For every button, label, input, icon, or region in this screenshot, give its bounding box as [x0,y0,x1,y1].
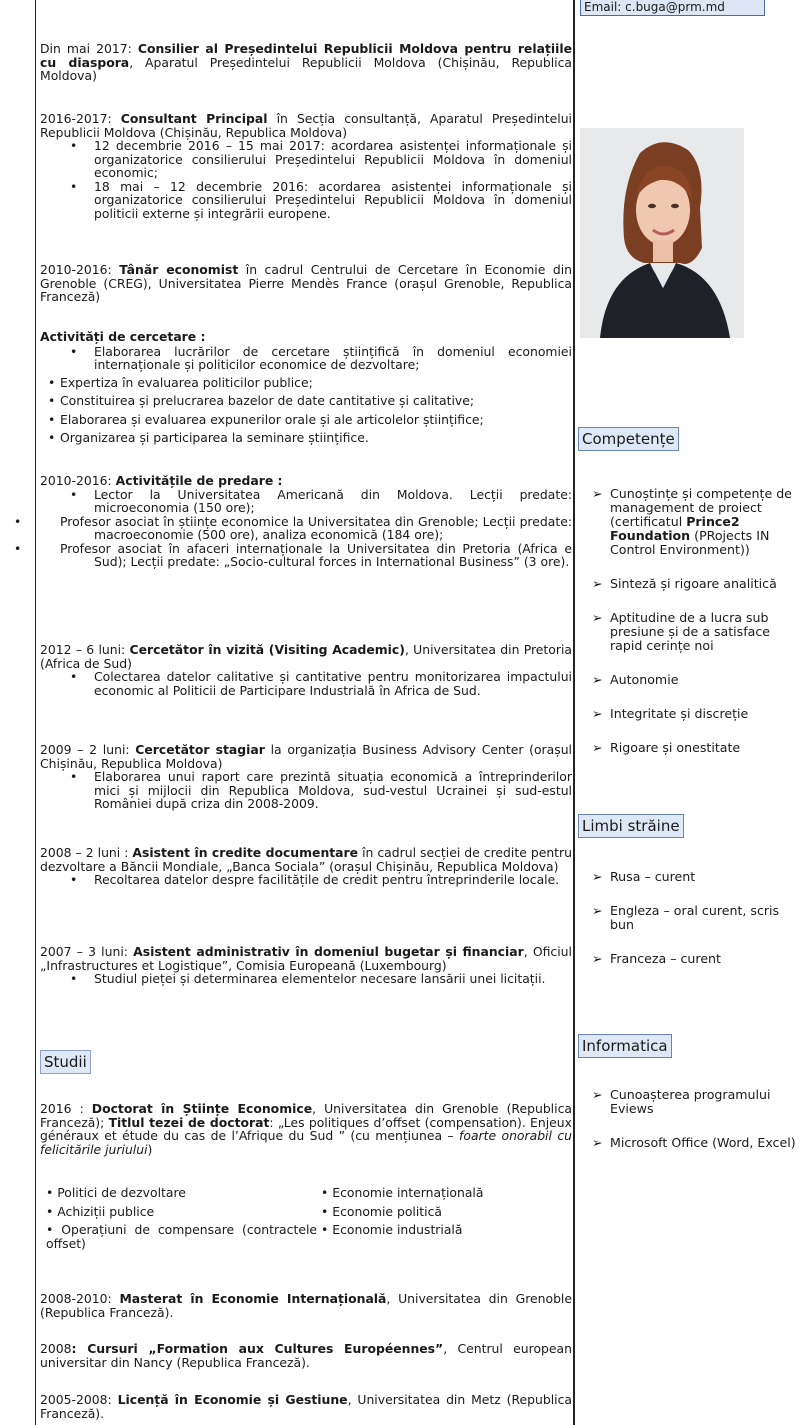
list-item: ➢ Engleza – oral curent, scris bun [592,903,780,932]
studii-item: 2008-2010: Masterat în Economie Internațională, Universitatea din Grenoble (Republica Franceză). [40,1291,572,1320]
sidebar-column [573,0,800,1425]
limbi-title: Limbi străine [578,814,684,838]
competente-title: Competențe [578,427,679,451]
main-column [35,0,575,1425]
topic-item: • Economie politică [321,1203,443,1219]
list-item: • 18 mai – 12 decembrie 2016: acordarea asistenței informaționale și organizatorice consilierului Președintelui Republicii Moldova în domeniul politicii externe și integrării europene. [40,180,572,221]
list-item: ➢ Aptitudine de a lucra sub presiune și de a satisface rapid cerințe noi [592,610,771,653]
exp-entry: 2016-2017: Consultant Principal în Secția consultanță, Aparatul Președintelui Republicii Moldova (Chișinău, Republica Moldova) • 12 decembrie 2016 – 15 mai 2017: acordarea asistenței informaționale și organizatorice consilierului Președintelui Republicii Moldova în domeniul economic; • 18 mai – 12 decembrie 2016: acordarea asistenței informaționale și organizatorice consilierului Președintelui Republicii Moldova în domeniul politicii externe și integrării europene. [40,112,572,220]
list-item: • Studiul pieței și determinarea elementelor necesare lansării unei licitații. [40,972,572,986]
arrow-icon: ➢ [592,1135,603,1150]
topic-item: • Economie internațională [321,1185,484,1200]
exp-entry: 2008 – 2 luni : Asistent în credite documentare în cadrul secției de credite pentru dezvoltare a Băncii Mondiale, „Banca Sociala” (orașul Chișinău, Republica Moldova) • Recoltarea datelor despre facilitățile de credit pentru întreprinderile locale. [40,846,572,887]
list-item: • Lector la Universitatea Americană din Moldova. Lecții predate: microeconomia (150 ore); [40,488,572,515]
list-item: ➢ Microsoft Office (Word, Excel) [592,1135,796,1150]
studii-section-title: Studii [40,1050,91,1074]
arrow-icon: ➢ [592,576,603,591]
exp-entry: 2012 – 6 luni: Cercetător în vizită (Visiting Academic), Universitatea din Pretoria (Africa de Sud) • Colectarea datelor calitative și cantitative pentru monitorizarea impactului economic al Politicii de Participare Industrială în Africa de Sud. [40,643,572,697]
profile-photo [580,128,744,338]
limbi-list [586,870,798,986]
arrow-icon: ➢ [592,903,603,918]
arrow-icon: ➢ [592,869,603,884]
email-text: Email: c.buga@prm.md [580,0,765,16]
exp-entry: Din mai 2017: Consilier al Președintelui Republicii Moldova pentru relațiile cu diaspora, Aparatul Președintelui Republicii Moldova (Chișinău, Republica Moldova) [40,41,573,83]
list-item: ➢ Cunoașterea programului Eviews [592,1087,771,1116]
exp-entry: 2010-2016: Tânăr economist în cadrul Centrului de Cercetare în Economie din Grenoble (CREG), Universitatea Pierre Mendès France (orașul Grenoble, Republica Franceză) [40,262,573,304]
studii-item: 2005-2008: Licență în Economie și Gestiune, Universitatea din Metz (Republica Franceză). [40,1392,572,1421]
list-item: • Recoltarea datelor despre facilitățile de credit pentru întreprinderile locale. [40,873,572,887]
list-item: ➢ Cunoștințe și competențe de management de proiect (certificatul Prince2 Foundation (PRojects IN Control Environment)) [592,486,792,557]
list-item: • Profesor asociat în științe economice la Universitatea din Grenoble; Lecții predate: macroeconomie (500 ore), analiza economică (184 ore); [40,515,572,542]
studii-item: 2008: Cursuri „Formation aux Cultures Européennes”, Centrul european universitar din Nancy (Republica Franceză). [40,1341,572,1370]
list-item: ➢ Franceza – curent [592,951,721,966]
list-item: • Elaborarea lucrărilor de cercetare științifică în domeniul economiei internaționale și politicilor economice de dezvoltare; [40,345,572,372]
arrow-icon: ➢ [592,1087,603,1102]
list-item: • Colectarea datelor calitative și cantitative pentru monitorizarea impactului economic al Politicii de Participare Industrială în Africa de Sud. [40,670,572,697]
topic-item: • Politici de dezvoltare [46,1185,186,1200]
list-item: ➢ Integritate și discreție [592,706,749,721]
list-item: ➢ Rigoare și onestitate [592,740,741,755]
topic-item: • Operațiuni de compensare (contractele offset) [46,1222,318,1251]
topic-item: • Economie industrială [321,1222,463,1237]
exp-entry: 2010-2016: Activitățile de predare : • Lector la Universitatea Americană din Moldova. Lecții predate: microeconomia (150 ore); • Profesor asociat în științe economice la Universitatea din Grenoble; Lecții predate: macroeconomie (500 ore), analiza economică (184 ore); • Profesor asociat în afaceri internaționale la Universitatea din Pretoria (Africa e Sud); Lecții predate: „Socio-cultural forces in International Business” (3 ore). [40,474,572,569]
list-item: • 12 decembrie 2016 – 15 mai 2017: acordarea asistenței informaționale și organizatorice consilierului Președintelui Republicii Moldova în domeniul economic; [40,139,572,180]
topic-item: • Achiziții publice [46,1203,155,1219]
arrow-icon: ➢ [592,672,603,687]
list-item: • Expertiza în evaluarea politicilor publice; [40,376,572,390]
studii-doctorat: 2016 : Doctorat în Științe Economice, Universitatea din Grenoble (Republica Franceză); Titlul tezei de doctorat: „Les politiques d’offset (compensation). Enjeux généraux et étude du cas de l’Afrique du Sud ” (cu mențiunea – foarte onorabil cu felicitările juriului) [40,1101,572,1157]
exp-entry: 2009 – 2 luni: Cercetător stagiar la organizația Business Advisory Center (orașul Chișinău, Republica Moldova) • Elaborarea unui raport care prezintă situația economică a întreprinderilor mici și mijlocii din Republica Moldova, sud-vestul Ucrainei și sud-estul României după criza din 2008-2009. [40,743,572,811]
arrow-icon: ➢ [592,951,603,966]
exp-entry: 2007 – 3 luni: Asistent administrativ în domeniul bugetar și financiar, Oficiul „Infrastructures et Logistique”, Comisia Europeană (Luxembourg) • Studiul pieței și determinarea elementelor necesare lansării unei licitații. [40,945,572,986]
informatica-title: Informatica [578,1034,672,1058]
portrait-image [580,128,744,338]
arrow-icon: ➢ [592,740,603,755]
studii-topics [40,1186,572,1250]
arrow-icon: ➢ [592,486,603,501]
list-item: • Profesor asociat în afaceri internaționale la Universitatea din Pretoria (Africa e Sud); Lecții predate: „Socio-cultural forces in International Business” (3 ore). [40,542,572,569]
list-item: • Organizarea și participarea la seminare științifice. [40,431,572,445]
arrow-icon: ➢ [592,610,603,625]
exp-entry: Activități de cercetare : • Elaborarea lucrărilor de cercetare științifică în domeniul economiei internaționale și politicilor economice de dezvoltare; • Expertiza în evaluarea politicilor publice; • Constituirea și prelucrarea bazelor de date cantitative și calitative; • Elaborarea și evaluarea expunerilor orale și ale articolelor științifice; • Organizarea și participarea la seminare științifice. [40,330,572,445]
list-item: • Elaborarea și evaluarea expunerilor orale și ale articolelor științifice; [40,413,572,427]
list-item: ➢ Rusa – curent [592,869,696,884]
list-item: • Constituirea și prelucrarea bazelor de date cantitative și calitative; [40,394,572,408]
list-item: ➢ Sinteză și rigoare analitică [592,576,777,591]
list-item: ➢ Autonomie [592,672,679,687]
arrow-icon: ➢ [592,706,603,721]
informatica-list [586,1088,798,1170]
list-item: • Elaborarea unui raport care prezintă situația economică a întreprinderilor mici și mijlocii din Republica Moldova, sud-vestul Ucrainei și sud-estul României după criza din 2008-2009. [40,770,572,811]
competente-list [586,487,798,775]
